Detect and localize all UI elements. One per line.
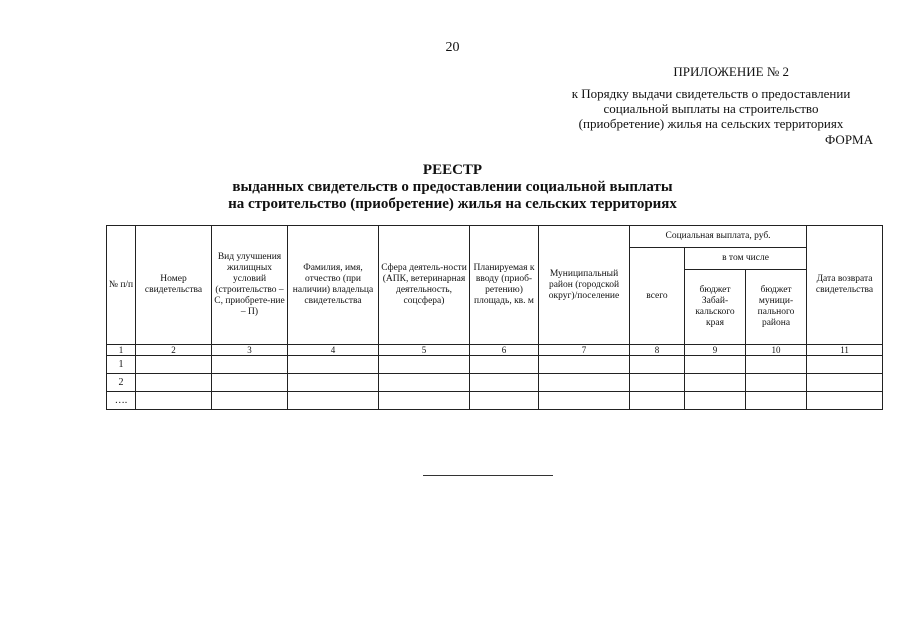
appendix-title: ПРИЛОЖЕНИЕ № 2	[673, 64, 789, 79]
title-line: выданных свидетельств о предоставлении социальной выплаты	[232, 179, 673, 195]
title-line: на строительство (приобретение) жилья на сельских территориях	[228, 196, 677, 212]
table-cell	[685, 374, 746, 392]
table-row	[107, 374, 883, 392]
table-cell	[807, 392, 883, 410]
title-line: РЕЕСТР	[422, 162, 483, 178]
table-cell	[212, 374, 288, 392]
row-number: ….	[107, 392, 136, 410]
table-cell	[212, 356, 288, 374]
table-cell	[470, 374, 539, 392]
table-cell	[685, 356, 746, 374]
row-number: 1	[107, 356, 136, 374]
table-cell	[136, 356, 212, 374]
column-number: 3	[212, 345, 288, 356]
table-cell	[539, 356, 630, 374]
column-number: 4	[288, 345, 379, 356]
table-cell	[379, 374, 470, 392]
footer-divider	[423, 475, 553, 476]
table-cell	[746, 356, 807, 374]
table-cell	[539, 374, 630, 392]
document-title	[0, 162, 905, 213]
column-number: 10	[746, 345, 807, 356]
header-including: в том числе	[685, 248, 807, 270]
column-number: 6	[470, 345, 539, 356]
table-row	[107, 392, 883, 410]
column-number-row	[107, 345, 883, 356]
header-num: № п/п	[107, 226, 136, 345]
page-number: 20	[445, 40, 460, 55]
table-cell	[685, 392, 746, 410]
table-cell	[288, 374, 379, 392]
column-number: 5	[379, 345, 470, 356]
header-social-payment: Социальная выплата, руб.	[630, 226, 807, 248]
table-cell	[539, 392, 630, 410]
table-cell	[746, 374, 807, 392]
column-number: 2	[136, 345, 212, 356]
table-cell	[630, 374, 685, 392]
column-number: 8	[630, 345, 685, 356]
table-cell	[807, 356, 883, 374]
header-cert-number: Номер свидетельства	[136, 226, 212, 345]
form-label: ФОРМА	[825, 132, 873, 147]
column-number: 1	[107, 345, 136, 356]
table-cell	[212, 392, 288, 410]
table-cell	[379, 392, 470, 410]
header-return-date: Дата возврата свидетельства	[807, 226, 883, 345]
registry-table	[106, 225, 883, 410]
order-reference-line: (приобретение) жилья на сельских территориях	[578, 116, 844, 131]
table-cell	[470, 392, 539, 410]
column-number: 9	[685, 345, 746, 356]
header-sphere: Сфера деятель-ности (АПК, ветеринарная деятельность, соцсфера)	[379, 226, 470, 345]
table-cell	[807, 374, 883, 392]
table-cell	[379, 356, 470, 374]
header-regional-budget: бюджет Забай-кальского края	[685, 270, 746, 345]
table-cell	[288, 392, 379, 410]
order-reference-line: к Порядку выдачи свидетельств о предоставлении	[571, 86, 851, 101]
order-reference	[551, 86, 871, 131]
row-number: 2	[107, 374, 136, 392]
header-planned-area: Планируемая к вводу (приоб-ретению) площадь, кв. м	[470, 226, 539, 345]
table-cell	[470, 356, 539, 374]
header-improvement-type: Вид улучшения жилищных условий (строительство – С, приобрете-ние – П)	[212, 226, 288, 345]
column-number: 11	[807, 345, 883, 356]
table-row	[107, 356, 883, 374]
header-total: всего	[630, 248, 685, 345]
table-cell	[136, 374, 212, 392]
table-cell	[630, 356, 685, 374]
header-municipal-budget: бюджет муници-пального района	[746, 270, 807, 345]
table-cell	[746, 392, 807, 410]
header-owner-name: Фамилия, имя, отчество (при наличии) владельца свидетельства	[288, 226, 379, 345]
table-cell	[136, 392, 212, 410]
table-cell	[630, 392, 685, 410]
order-reference-line: социальной выплаты на строительство	[603, 101, 819, 116]
column-number: 7	[539, 345, 630, 356]
header-municipality: Муниципальный район (городской округ)/поселение	[539, 226, 630, 345]
table-cell	[288, 356, 379, 374]
